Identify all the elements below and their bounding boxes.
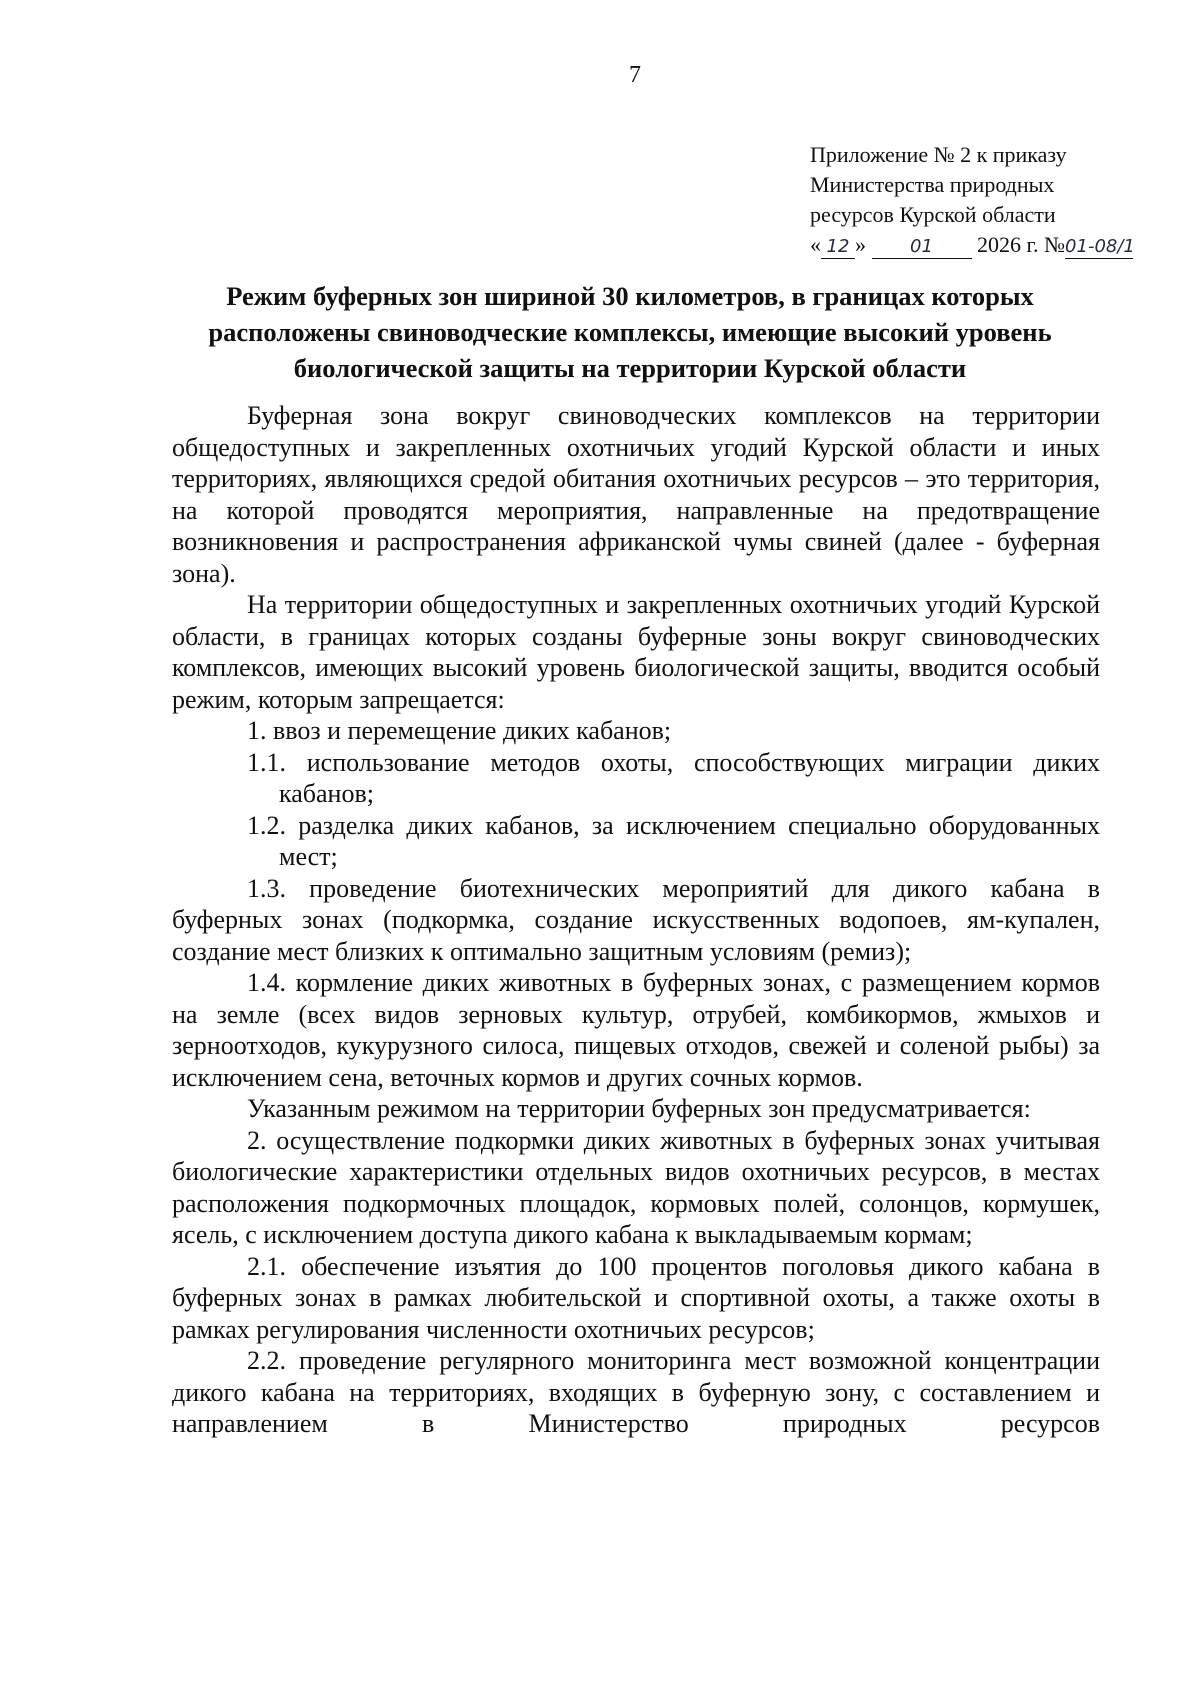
paragraph-special-regime: На территории общедоступных и закрепленных охотничьих угодий Курской области, в границах которых созданы буферные зоны вокруг свиноводческих комплексов, имеющих высокий уровень биологической защиты, вводится особый режим, которым запрещается: [172, 590, 1100, 714]
title-line-2: расположены свиноводческие комплексы, имеющие высокий уровень [208, 317, 1052, 347]
appendix-header [810, 140, 1133, 260]
list-item-2: 2. осуществление подкормки диких животных в буферных зонах учитывая биологические характеристики отдельных видов охотничьих ресурсов, в местах расположения подкормочных площадок, кормовых полей, солонцов, кормушек, ясель, с исключением доступа дикого кабана к выкладываемым кормам; [172, 1125, 1100, 1249]
appendix-year: 2026 г. № [977, 232, 1066, 257]
appendix-line-2: Министерства природных [810, 172, 1055, 197]
paragraph-buffer-zone-definition: Буферная зона вокруг свиноводческих комплексов на территории общедоступных и закрепленных охотничьих угодий Курской области и иных территориях, являющихся средой обитания охотничьих ресурсов – это территория, на которой проводятся мероприятия, направленные на предотвращение возникновения и распространения африканской чумы свиней (далее - буферная зона). [172, 401, 1100, 588]
list-item-2-1: 2.1. обеспечение изъятия до 100 процентов поголовья дикого кабана в буферных зонах в рамках любительской и спортивной охоты, а также охоты в рамках регулирования численности охотничьих ресурсов; [172, 1251, 1100, 1344]
paragraph-provisions: Указанным режимом на территории буферных зон предусматривается: [247, 1094, 1031, 1123]
list-item-1-4: 1.4. кормление диких животных в буферных зонах, с размещением кормов на земле (всех видов зерновых культур, отрубей, комбикормов, жмыхов и зерноотходов, кукурузного силоса, пищевых отходов, свежей и соленой рыбы) за исключением сена, веточных кормов и других сочных кормов. [172, 968, 1100, 1092]
list-item-1-1: 1.1. использование методов охоты, способствующих миграции диких кабанов; [247, 747, 1100, 808]
list-item-1-2: 1.2. разделка диких кабанов, за исключением специально оборудованных мест; [247, 810, 1100, 871]
quote-open: « [810, 232, 821, 257]
list-item-2-2: 2.2. проведение регулярного мониторинга мест возможной концентрации дикого кабана на территориях, входящих в буферную зону, с составлением и направлением в Министерство природных ресурсов [172, 1346, 1100, 1438]
appendix-order-number: 01-08/1 [1065, 236, 1135, 257]
document-title [160, 278, 1100, 386]
page-number: 7 [629, 62, 641, 88]
document-body [172, 400, 1100, 1440]
title-line-1: Режим буферных зон шириной 30 километров, в границах которых [226, 281, 1034, 311]
appendix-date-line [810, 230, 1133, 260]
appendix-line-3: ресурсов Курской области [810, 202, 1056, 227]
appendix-month: 01 [872, 234, 972, 259]
appendix-line-1: Приложение № 2 к приказу [810, 142, 1067, 167]
list-item-1: 1. ввоз и перемещение диких кабанов; [247, 716, 672, 745]
list-item-1-3: 1.3. проведение биотехнических мероприятий для дикого кабана в буферных зонах (подкормка, создание искусственных водопоев, ям-купален, создание мест близких к оптимально защитным условиям (ремиз); [172, 873, 1100, 966]
quote-close: » [855, 232, 866, 257]
title-line-3: биологической защиты на территории Курской области [293, 353, 967, 383]
appendix-day: 12 [821, 234, 855, 259]
